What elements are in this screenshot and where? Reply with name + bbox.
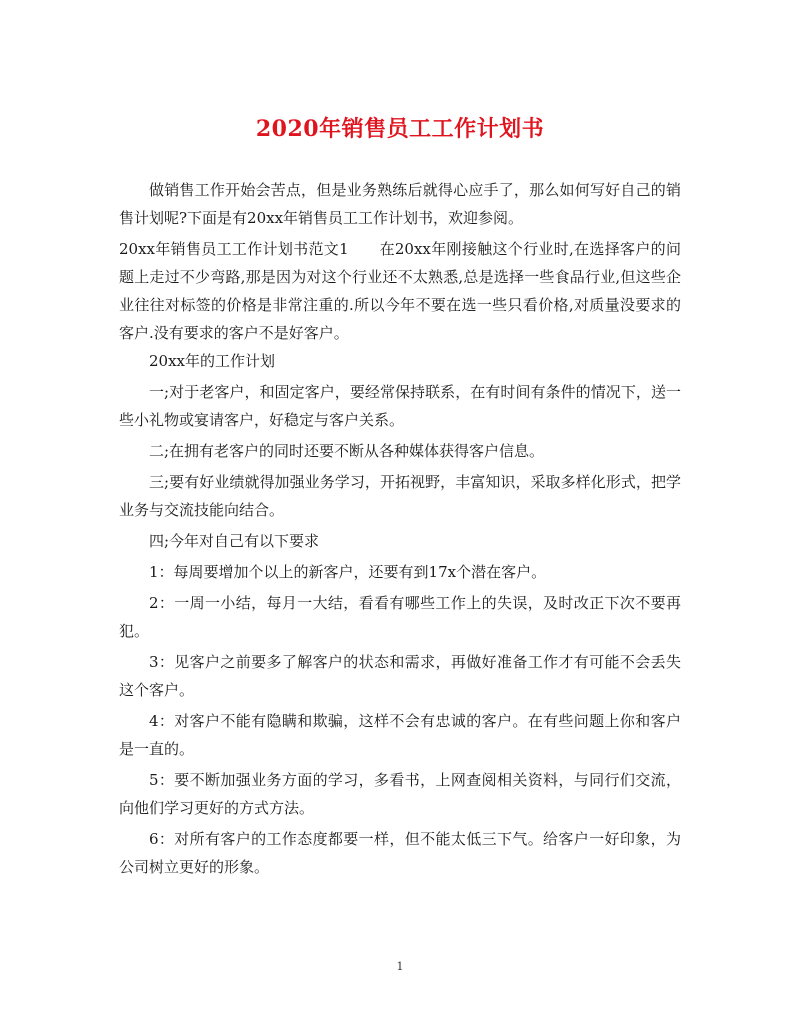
requirement-1: 1：每周要增加个以上的新客户，还要有到17x个潜在客户。 xyxy=(149,563,547,581)
intro-paragraph: 做销售工作开始会苦点，但是业务熟练后就得心应手了，那么如何写好自己的销售计划呢?下面是有20xx年销售员工工作计划书，欢迎参阅。 xyxy=(119,181,681,227)
plan-item-2: 二;在拥有老客户的同时还要不断从各种媒体获得客户信息。 xyxy=(149,442,545,460)
plan-item-4: 四;今年对自己有以下要求 xyxy=(149,532,320,550)
sample-paragraph: 20xx年销售员工工作计划书范文1 在20xx年刚接触这个行业时,在选择客户的问题上走过不少弯路,那是因为对这个行业还不太熟悉,总是选择一些食品行业,但这些企业往往对标签的价格是非常注重的.所以今年不要在选一些只看价格,对质量没要求的客户.没有要求的客户不是好客户。 xyxy=(119,240,681,342)
page-number: 1 xyxy=(396,960,404,973)
plan-item-1: 一;对于老客户，和固定客户，要经常保持联系，在有时间有条件的情况下，送一些小礼物或宴请客户，好稳定与客户关系。 xyxy=(119,383,681,429)
document-body xyxy=(119,176,681,884)
requirement-2: 2：一周一小结，每月一大结，看看有哪些工作上的失误，及时改正下次不要再犯。 xyxy=(119,594,681,640)
plan-item-3: 三;要有好业绩就得加强业务学习，开拓视野，丰富知识，采取多样化形式，把学业务与交流技能向结合。 xyxy=(119,473,681,519)
requirement-3: 3：见客户之前要多了解客户的状态和需求，再做好准备工作才有可能不会丢失这个客户。 xyxy=(119,653,681,699)
requirement-4: 4：对客户不能有隐瞒和欺骗，这样不会有忠诚的客户。在有些问题上你和客户是一直的。 xyxy=(119,712,681,758)
requirement-5: 5：要不断加强业务方面的学习，多看书，上网查阅相关资料，与同行们交流，向他们学习更好的方式方法。 xyxy=(119,771,681,817)
plan-heading: 20xx年的工作计划 xyxy=(149,352,276,370)
document-title: 2020年销售员工工作计划书 xyxy=(255,116,545,142)
requirement-6: 6：对所有客户的工作态度都要一样，但不能太低三下气。给客户一好印象，为公司树立更好的形象。 xyxy=(119,830,681,876)
